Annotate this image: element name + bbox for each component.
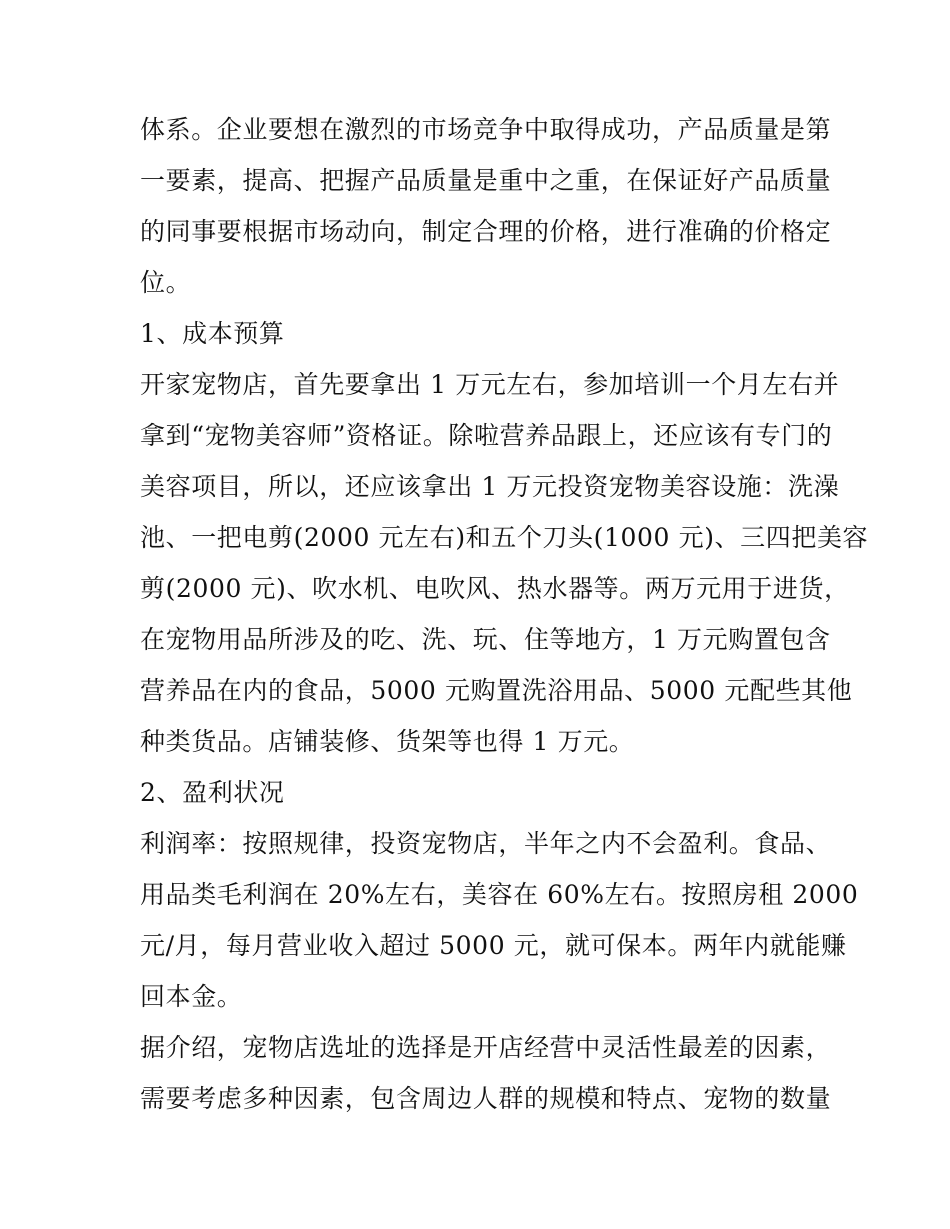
section-heading-profit-status: 2、盈利状况 — [140, 778, 285, 807]
text-line: 一要素，提高、把握产品质量是重中之重，在保证好产品质量 — [140, 166, 832, 195]
text-line: 种类货品。店铺装修、货架等也得 1 万元。 — [140, 727, 635, 756]
document-body — [140, 104, 869, 1124]
section-heading-cost-budget: 1、成本预算 — [140, 319, 285, 348]
text-line: 拿到“宠物美容师”资格证。除啦营养品跟上，还应该有专门的 — [140, 421, 833, 450]
text-line: 剪(2000 元)、吹水机、电吹风、热水器等。两万元用于进货， — [140, 574, 850, 603]
text-line: 元/月，每月营业收入超过 5000 元，就可保本。两年内就能赚 — [140, 931, 847, 960]
text-line: 用品类毛利润在 20%左右，美容在 60%左右。按照房租 2000 — [140, 880, 859, 909]
text-line: 在宠物用品所涉及的吃、洗、玩、住等地方，1 万元购置包含 — [140, 625, 831, 654]
text-line: 体系。企业要想在激烈的市场竞争中取得成功，产品质量是第 — [140, 115, 832, 144]
text-line: 位。 — [140, 268, 192, 297]
text-line: 需要考虑多种因素，包含周边人群的规模和特点、宠物的数量 — [140, 1084, 832, 1113]
text-line: 回本金。 — [140, 982, 243, 1011]
text-line: 利润率：按照规律，投资宠物店，半年之内不会盈利。食品、 — [140, 829, 832, 858]
text-line: 开家宠物店，首先要拿出 1 万元左右，参加培训一个月左右并 — [140, 370, 840, 399]
text-line: 营养品在内的食品，5000 元购置洗浴用品、5000 元配些其他 — [140, 676, 853, 705]
text-line: 池、一把电剪(2000 元左右)和五个刀头(1000 元)、三四把美容 — [140, 523, 869, 552]
text-line: 的同事要根据市场动向，制定合理的价格，进行准确的价格定 — [140, 217, 832, 246]
text-line: 据介绍，宠物店选址的选择是开店经营中灵活性最差的因素， — [140, 1033, 832, 1062]
text-line: 美容项目，所以，还应该拿出 1 万元投资宠物美容设施：洗澡 — [140, 472, 840, 501]
